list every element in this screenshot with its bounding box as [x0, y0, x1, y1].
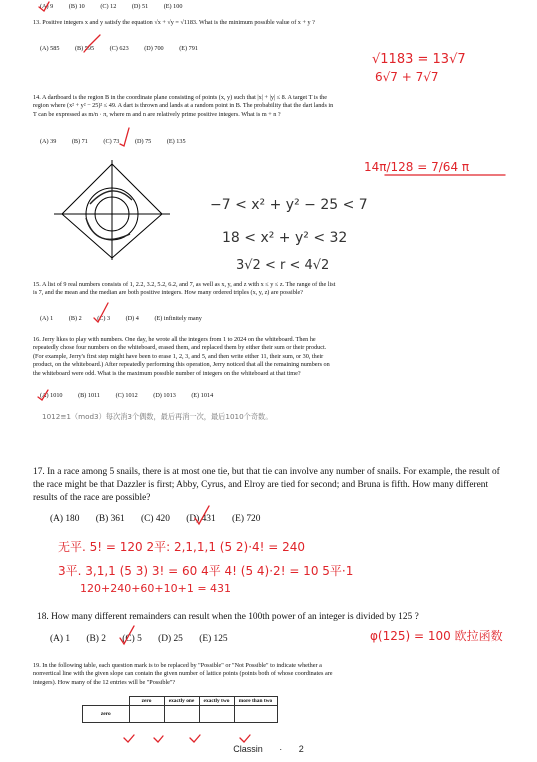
q14-text: 14. A dartboard is the region B in the coordinate plane consisting of points (x, y) such that |x| + |y| ≤ 8. A target T is the region where (x² + y² − 25)² ≤ 49. A dart is thrown and lands at a random point in B. The probability that the dart lands in T can be expressed as m/n · π, where m and n are relatively prime positive integers. What is m + n ? [33, 94, 334, 118]
q12-option-c: (C) 12 [100, 3, 117, 10]
q18-handwritten-note: φ(125) = 100 欧拉函数 [370, 629, 503, 643]
q17-option-a: (A) 180 [50, 514, 80, 524]
q13-option-c: (C) 623 [109, 45, 129, 52]
q12-option-a: (A) 9 [40, 3, 54, 10]
q19-header-exactly-one: exactly one [164, 697, 199, 706]
q15-option-a: (A) 1 [40, 315, 54, 322]
q15-option-d: (D) 4 [125, 315, 139, 322]
q15-option-e: (E) infinitely many [154, 315, 202, 322]
q13-handwritten-note-1: √1183 = 13√7 [372, 52, 466, 67]
q13-option-b: (B) 595 [74, 45, 95, 52]
q15-check-mark [94, 303, 111, 322]
q17-option-d: (D) 431 [186, 514, 216, 524]
q13-option-e: (E) 791 [179, 45, 198, 52]
q18-check-mark [120, 626, 134, 644]
q14-option-c: (C) 73 [103, 138, 120, 145]
q19-text: 19. In the following table, each question mark is to be replaced by "Possible" or "Not Possible" to indicate whether a nonvertical line with the given slope can contain the given number of lattice points (points both of whose coordinates are integers). How many of the 12 entries will be "Possible"? [33, 662, 333, 686]
footer-separator: · [279, 744, 283, 754]
q16-option-a: (A) 1010 [40, 392, 63, 399]
q19-header-exactly-two: exactly two [199, 697, 234, 706]
q16-check-mark [38, 390, 48, 400]
q14-handwritten-inequality-3: 3√2 < r < 4√2 [236, 258, 330, 273]
q18-text: 18. How many different remainders can result when the 100th power of an integer is divided by 125 ? [37, 612, 419, 622]
q16-text: 16. Jerry likes to play with numbers. One day, he wrote all the integers from 1 to 2024 on the whiteboard. Then he repeatedly chose four numbers on the whiteboard, erased them, and replaced them by either their sum or their product. (For example, Jerry's first step might have been to erase 1, 2, 3, and 5, and then write either 11, their sum, or 30, their product, on the whiteboard.) After repeatedly performing this operation, Jerry noticed that all the remaining numbers on the whiteboard were odd. What is the maximum possible number of integers on the whiteboard at that time? [33, 336, 330, 377]
q17-handwritten-note-2: 3平. 3,1,1 (5 3) 3! = 60 4平 4! (5 4)·2! = 10 5平·1 [58, 564, 354, 578]
q15-option-b: (B) 2 [68, 315, 82, 322]
q12-option-d: (D) 51 [131, 3, 149, 10]
q14-handwritten-inequality-2: 18 < x² + y² < 32 [222, 230, 348, 246]
q12-option-e: (E) 100 [163, 3, 183, 10]
q12-check-mark [39, 2, 49, 11]
q19-header-more-than-two: more than two [234, 697, 277, 706]
q18-option-e: (E) 125 [199, 634, 228, 644]
q13-option-d: (D) 700 [144, 45, 164, 52]
q19-check-mark-4 [240, 735, 250, 742]
q19-check-mark-3 [190, 735, 200, 742]
q17-handwritten-note-1: 无平. 5! = 120 2平: 2,1,1,1 (5 2)·4! = 240 [58, 540, 306, 554]
q14-handwritten-fraction: 14π/128 = 7/64 π [364, 160, 470, 174]
page-number: 2 [298, 744, 304, 754]
q14-handwritten-inequality-1: −7 < x² + y² − 25 < 7 [210, 197, 368, 213]
q16-typed-note: 1012≡1（mod3）每次消3个偶数，最后再消一次，最后1010个奇数。 [42, 412, 273, 421]
q19-row-label: zero [83, 706, 130, 723]
q16-option-b: (B) 1011 [78, 392, 101, 399]
q14-option-b: (B) 71 [71, 138, 88, 145]
footer-brand: Classin [233, 744, 263, 754]
q14-option-a: (A) 39 [40, 138, 57, 145]
q18-option-b: (B) 2 [86, 634, 106, 644]
q17-option-c: (C) 420 [141, 514, 170, 524]
q18-option-d: (D) 25 [158, 634, 183, 644]
q13-handwritten-note-2: 6√7 + 7√7 [375, 70, 439, 84]
q16-option-c: (C) 1012 [115, 392, 138, 399]
q13-text: 13. Positive integers x and y satisfy the equation √x + √y = √1183. What is the minimum possible value of x + y ? [33, 19, 315, 26]
q14-option-d: (D) 75 [134, 138, 152, 145]
q16-option-e: (E) 1014 [191, 392, 214, 399]
q18-option-c: (C) 5 [122, 634, 142, 644]
q18-option-a: (A) 1 [50, 634, 71, 644]
q19-check-mark-2 [154, 736, 163, 742]
q17-text: 17. In a race among 5 snails, there is at most one tie, but that tie can involve any number of snails. For example, the result of the race might be that Dazzler is first; Abby, Cyrus, and Elroy are tied for second; and Bruna is fifth. How many different results of the race are possible? [33, 467, 500, 503]
q17-option-b: (B) 361 [95, 514, 125, 524]
q13-check-mark [84, 35, 100, 52]
q15-option-c: (C) 3 [97, 315, 111, 322]
q17-check-mark [195, 506, 209, 524]
q19-check-mark-1 [124, 735, 134, 742]
q17-option-e: (E) 720 [232, 514, 261, 524]
q12-option-b: (B) 10 [68, 3, 85, 10]
q15-text: 15. A list of 9 real numbers consists of 1, 2.2, 3.2, 5.2, 6.2, and 7, as well as x, y, and z with x ≤ y ≤ z. The range of the list is 7, and the mean and the median are both positive integers. How many ordered triples (x, y, z) are possible? [33, 281, 336, 297]
q17-handwritten-note-3: 120+240+60+10+1 = 431 [80, 582, 232, 595]
q16-option-d: (D) 1013 [153, 392, 176, 399]
page-footer [0, 744, 537, 754]
q13-option-a: (A) 585 [40, 45, 60, 52]
q14-check-mark [120, 128, 129, 146]
q19-header-zero: zero [129, 697, 164, 706]
q14-option-e: (E) 135 [166, 138, 186, 145]
